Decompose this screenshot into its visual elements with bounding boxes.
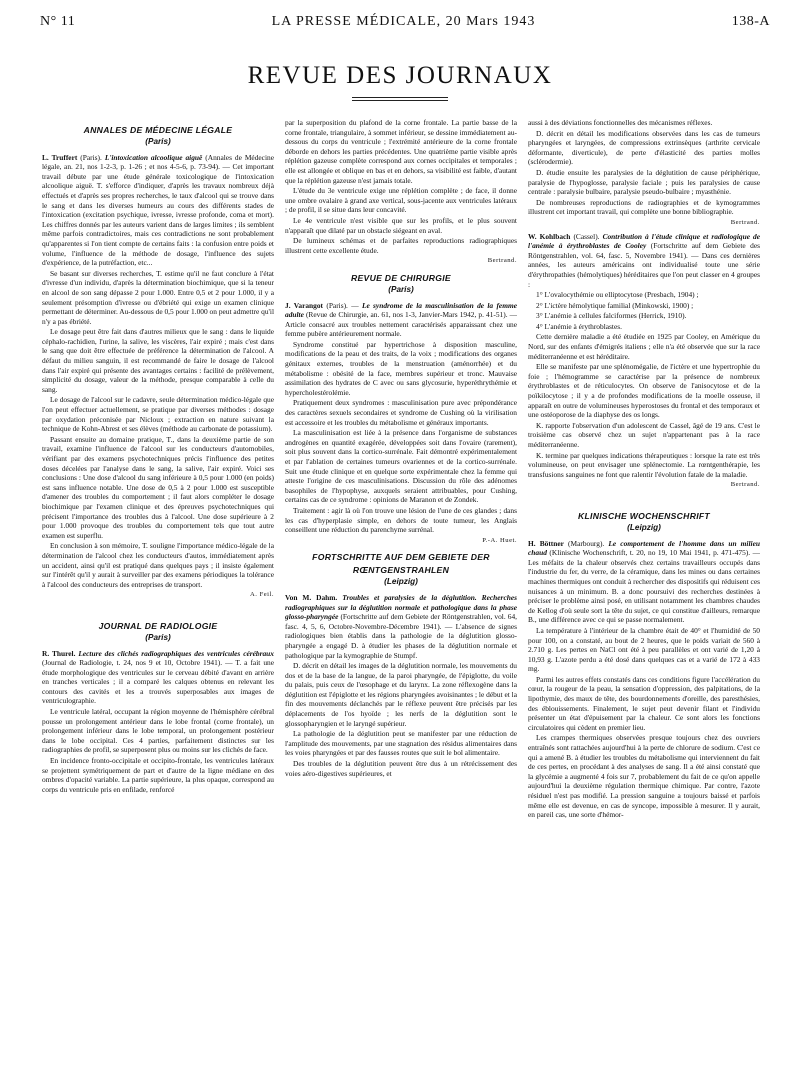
article-title: Lecture des clichés radiographiques des ventricules cérébraux — [75, 648, 274, 658]
article-paragraph: H. Böttner (Marbourg). Le comportement de l'homme dans un milieu chaud (Klinische Wochenschrift, t. 20, no 19, 10 Mai 1941, p. 471-475). — Les méfaits de la chaleur observés chez certains travailleurs occupés dans l'industrie du fer, du verre, de la céramique, dans les mines ou dans certaines machines thermiques ont conduit à rechercher des dispositifs qui réduisent ces nuisances à un minimum. B. a donc poursuivi des recherches destinées à préciser le problème ainsi posé, en utilisant notamment les chambres chaudes de Kellog d'où seule sort la tête du sujet, ce qui constitue d'ailleurs, remarque B., une différence avec ce qui se passe normalement. — [528, 538, 760, 625]
article-paragraph: La masculinisation est liée à la présence dans l'organisme de substances androgènes en quantité exagérée, développées soit dans l'ovaire (rarement), soit plus souvent dans la cortico-surrénale. Fait démontré expérimentalement et par l'ablation de certaines tumeurs ovariennes et de la cortico-surrénale. Suit une étude clinique et en quelque sorte expérimentale chez la femme qui atteste l'origine de ces masculinisations. Discussion du rôle des adénomes basophiles de l'hypophyse, auxquels seraient attribuables, pour Cushing, certains cas de ce syndrome : opinions de Maranon et de Zondek. — [285, 428, 517, 505]
article-title: L'intoxication alcoolique aiguë — [104, 152, 203, 162]
article-paragraph: Traitement : agir là où l'on trouve une lésion de l'une de ces glandes ; dans les cas d'hyperplasie simple, en dehors de toute tumeur, les Anglais conseillent une réduction du parenchyme surrénal. — [285, 505, 517, 535]
article-paragraph: K. rapporte l'observation d'un adolescent de Cassel, âgé de 19 ans. C'est le troisième cas observé chez un sujet n'appartenant pas à la race méditerranéenne. — [528, 420, 760, 449]
section-subtitle: (Paris) — [388, 284, 414, 294]
section-title: KLINISCHE WOCHENSCHRIFT — [578, 510, 710, 521]
article-signature: Bertrand. — [487, 257, 517, 265]
article-author: J. Varangot — [285, 300, 324, 310]
title-ornament — [352, 97, 448, 103]
article-paragraph: Cette dernière maladie a été étudiée en 1925 par Cooley, en Amérique du Nord, sur des enfants d'émigrés italiens ; elle n'a été observée que sur la race méditerranéenne et est héréditaire. — [528, 332, 760, 361]
article-author: H. Böttner — [528, 538, 564, 548]
list-item: 4° L'anémie à érythroblastes. — [536, 321, 622, 331]
article-paragraph: Le dosage de l'alcool sur le cadavre, seule détermination médico-légale que l'on peut effectuer actuellement, se pratique par diverses méthodes : dosage par oxydation préconisée par Nicloux ; extraction en nature suivant la technique de Kohn-Abrest et ses élèves (méthode au carbonate de potassium). — [42, 395, 274, 434]
article-paragraph: L'étude du 3e ventricule exige une réplétion complète ; de face, il donne une ombre ovalaire à grand axe vertical, sous-jacente aux ventricules latéraux ; de profil, il se situe dans leur concavité. — [285, 186, 517, 215]
article-paragraph: Se basant sur diverses recherches, T. estime qu'il ne faut conclure à l'état d'ivresse d'un individu, d'après la détermination biochimique, que si la teneur en alcool de son sang dépasse 2 pour 1.000. Entre 0,5 et 2 pour 1.000, il y a seulement présomption d'ivresse ou d'ébriété qui exige un examen clinique permettant de déterminer. Au-dessous de 0,5 pour 1.000 on peut admettre qu'il n'y a pas ébriété. — [42, 268, 274, 326]
article-paragraph: K. termine par quelques indications thérapeutiques : lorsque la rate est très volumineuse, on peut envisager une splénectomie. La rœntgenthérapie, les transfusions sanguines ne font que ralentir l'évolution fatale de la maladie. — [528, 450, 760, 479]
article-paragraph: Les crampes thermiques observées presque toujours chez des ouvriers entraînés sont rattachées aujourd'hui à la perte de chlorure de sodium. C'est ce qui a amené B. à étudier les troubles du métabolisme qui interviennent du fait de ces pertes, en procédant à des analyses de sang. Il a été ainsi constaté que la glycémie a augmenté 4 fois sur 7, probablement du fait de ce qu'on appelle aujourd'hui la deuxième régulation thermique chimique. Par contre, l'azote résiduel n'est pas modifié. La pression sanguine a toujours baissé et parfois même elle est devenue, en cas de syncope, impossible à mesurer. Il y aurait, en pareil cas, une sorte d'hémor- — [528, 733, 760, 820]
list-item: 2° L'ictère hémolytique familial (Minkowski, 1900) ; — [536, 300, 694, 310]
article-signature: A. Feil. — [250, 591, 274, 599]
article-paragraph: De nombreuses reproductions de radiographies et de kymogrammes illustrent cet important travail, qui complète une bonne bibliographie. — [528, 197, 760, 217]
column-1 — [42, 118, 274, 1068]
section-subtitle: (Paris) — [145, 137, 171, 146]
article-paragraph: Pratiquement deux syndromes : masculinisation pure avec prépondérance des caractères sexuels secondaires et syndrome de Cushing où la virilisation est accessoire et les troubles du métabolisme et généraux importants. — [285, 398, 517, 427]
page-header — [40, 14, 770, 38]
section-title: FORTSCHRITTE AUF DEM GEBIETE DER RŒNTGENSTRAHLEN — [312, 552, 490, 576]
article-title: Contribution à l'étude clinique et radiologique de l'anémie à érythroblastes de Cooley — [528, 231, 760, 251]
article-paragraph: L. Truffert (Paris). L'intoxication alcoolique aiguë (Annales de Médecine légale, an. 21, nos 1-2-3, p. 1-26 ; et nos 4-5-6, p. 73-94). — Cet important travail débute par une étude générale toxicologique de l'intoxication alcoolique aiguë. T. s'efforce d'indiquer, d'après les travaux nombreux déjà effectués et d'après ses propres recherches, le taux d'alcool qui se trouve dans le sang et dans les diverses humeurs au cours des différents stades de l'intoxication (excitation psychique, ivresse, ivresse profonde, coma et mort). Les chiffres donnés par les auteurs varient dans de larges limites ; ils semblent même parfois contradictoires, mais ces contradictions ne sont probablement qu'apparentes si l'on tient compte de certains faits : la confusion entre poids et volume, l'influence de la méthode de dosage, l'influence des sujets d'expérience, de la putréfaction, etc... — [42, 152, 274, 268]
article-paragraph: Parmi les autres effets constatés dans ces conditions figure l'accélération du cœur, la rougeur de la peau, la sensation d'oppression, des palpitations, de la lipothymie, des maux de tête, des bourdonnements d'oreille, des paresthésies, des éblouissements. Finalement, le sujet peut devenir filant et l'individu présenter un état d'épuisement par la chaleur. Ce sont alors les fonctions circulatoires qui cèdent en premier lieu. — [528, 674, 760, 732]
list-item: 1° L'ovalocythémie ou elliptocytose (Presbach, 1904) ; — [536, 290, 699, 300]
article-paragraph: D. décrit en détail les images de la déglutition normale, les mouvements du dos et de la base de la langue, de la paroi pharyngée, de l'épiglotte, du voile du palais, puis ceux de l'œsophage et du larynx. La zone réflexogène dans la déglutition est l'épiglotte et les régions pharyngées avoisinantes ; le début et la fin des mouvements déclanchés par le réflexe peuvent être précisés par les déplacements de l'os hyoïde ; les nerfs de la déglutition sont le glossopharyngien et le laryngé supérieur. — [285, 661, 517, 728]
article-paragraph: De lumineux schémas et de parfaites reproductions radiographiques illustrent cette excellente étude. — [285, 236, 517, 255]
page-number: 138-A — [731, 14, 770, 29]
article-paragraph: D. étudie ensuite les paralysies de la déglutition de cause périphérique, paralysie de l'hypoglosse, paralysie faciale ; puis les paralysies de cause centrale : paralysie bulbaire, paralysie pseudo-bulbaire ; myasthénie. — [528, 167, 760, 197]
article-paragraph: D. décrit en détail les modifications observées dans les cas de tumeurs pharyngées et laryngées, de compressions extrinsèques (arthrite cervicale déformante, diverticule), de perte d'élasticité des parties molles (sclérodermie). — [528, 128, 760, 167]
article-paragraph: La pathologie de la déglutition peut se manifester par une réduction de l'amplitude des mouvements, par une stagnation des résidus alimentaires dans les voies pharyngées et par des fausses routes que suit le bol alimentaire. — [285, 729, 517, 758]
article-author: R. Thurel. — [42, 648, 76, 658]
section-title: JOURNAL DE RADIOLOGIE — [98, 620, 218, 631]
article-paragraph: En incidence fronto-occipitale et occipito-frontale, les ventricules latéraux se projettent symétriquement de part et d'autre de la ligne médiane en des ombres d'opacité variable. La partie supérieure, la plus opaque, correspond au corps du ventricule pris en enfilade, renforcé — [42, 756, 274, 794]
article-paragraph: par la superposition du plafond de la corne frontale. La partie basse de la corne frontale, triangulaire, à sommet inférieur, se dessine immédiatement au-dessous du corps du ventricule ; l'extrémité antérieure de la corne frontale déborde en dehors les parties précédentes. Une quatrième partie visible après réplétion gazeuse complète correspond aux cornes occipitales et temporales ; elle est allongée et oblique en bas et en dehors, sa visibilité est faible, d'autant que la réplétion gazeuse n'est jamais totale. — [285, 118, 517, 185]
article-paragraph: Passant ensuite au domaine pratique, T., dans la deuxième partie de son travail, examine l'influence de l'alcool sur les conducteurs d'automobiles, vérifiant par des examens psychotechniques précis l'influence des petites doses décelées par l'analyse dans le sang, la salive, l'air expiré. Voici ses conclusions : Une dose d'alcool du sang inférieure à 0,5 pour 1.000 (en poids) est sans influence notable. Une dose de 0,5 à 2 pour 1.000 est susceptible d'amener des troubles du comportement ; il faut alors compléter le dosage biochimique par l'examen clinique et des épreuves psychotechniques qui précisent l'importance des troubles dus à l'alcool. Une dose supérieure à 2 pour 1.000 provoque des troubles du comportement tels que tout autre examen est superflu. — [42, 434, 274, 540]
article-paragraph: En conclusion à son mémoire, T. souligne l'importance médico-légale de la détermination de l'alcool chez les conducteurs d'autos, immédiatement après un accident, ainsi qu'il est pratiqué dans quelques pays ; il insiste également sur l'intérêt qu'il y aurait à surveiller par des examens périodiques la tolérance à l'alcool des conducteurs des entreprises de transport. — [42, 541, 274, 589]
article-title: Le syndrome de la masculinisation de la femme adulte — [285, 300, 517, 320]
issue-number: N° 11 — [40, 14, 76, 29]
article-paragraph: R. Thurel. Lecture des clichés radiographiques des ventricules cérébraux (Journal de Radiologie, t. 24, nos 9 et 10, Octobre 1941). — T. a fait une étude morphologique des ventricules sur le cerveau débité d'avant en arrière en tranches verticales ; il a comparé les calques obtenus en relevant les contours des cavités et les a trouvés superposables aux images de ventriculographie. — [42, 648, 274, 706]
article-paragraph: Le dosage peut être fait dans d'autres milieux que le sang : dans le liquide céphalo-rachidien, l'urine, la salive, les viscères, l'air expiré ; mais c'est dans le sang que doit être effectuée de préférence la détermination de l'alcool. A défaut du milieu sanguin, il est recommandé de faire le dosage de l'alcool dans l'air expiré qui présente des avantages certains : facilité de prélèvement, simplicité du dosage, valeur de la méthode, presque comparable à celle du sang. — [42, 327, 274, 394]
article-paragraph: Elle se manifeste par une splénomégalie, de l'ictère et une hypertrophie du foie ; l'hémogramme se caractérise par la présence de nombreux érythroblastes et de réticulocytes. On observe de l'anisocytose et de la poïkilocytose ; il y a de profondes modifications de la moelle osseuse, il apparaît en outre de volumineuses hyperostoses du frontal et des temporaux et une ostéoporose de la diaphyse des os longs. — [528, 362, 760, 420]
section-subtitle: (Leipzig) — [627, 522, 661, 532]
list-item: 3° L'anémie à cellules falciformes (Herrick, 1910). — [536, 311, 687, 321]
article-paragraph: Des troubles de la déglutition peuvent être dus à un rétrécissement des voies aéro-digestives supérieures, et — [285, 759, 517, 778]
section-title: REVUE DE CHIRURGIE — [351, 272, 451, 283]
column-2 — [285, 118, 517, 1068]
article-title: Le comportement de l'homme dans un milieu chaud — [528, 538, 760, 558]
article-author: L. Truffert — [42, 152, 78, 162]
article-paragraph: Le 4e ventricule n'est visible que sur les profils, et le plus souvent n'apparaît que dilaté par un obstacle siégeant en aval. — [285, 215, 517, 235]
article-title: Troubles et paralysies de la déglutition. Recherches radiographiques sur la déglutition normale et pathologique dans la phase glosso-pharyngée — [285, 592, 517, 622]
article-author: Von M. Dahm. — [285, 592, 338, 602]
column-3 — [528, 118, 760, 1068]
article-paragraph: aussi à des déviations fonctionnelles des mécanismes réflexes. — [528, 118, 713, 127]
article-paragraph: La température à l'intérieur de la chambre était de 40° et l'humidité de 50 pour 100, on a constaté, au bout de 2 heures, que le poids variait de 560 à 2.710 g. Les pertes en NaCl ont été à peu parallèles et ont varié de 1,20 à 10,93 g. L'azote perdu a été dosé dans quelques cas et a varié de 172 à 433 mg. — [528, 625, 760, 674]
article-signature: Bertrand. — [730, 218, 760, 226]
page-title: REVUE DES JOURNAUX — [247, 62, 553, 89]
section-title: ANNALES DE MÉDECINE LÉGALE — [83, 125, 233, 135]
section-subtitle: (Leipzig) — [384, 577, 418, 587]
article-paragraph: Von M. Dahm. Troubles et paralysies de la déglutition. Recherches radiographiques sur la déglutition normale et pathologique dans la phase glosso-pharyngée (Fortschritte auf dem Gebiete der Röntgenstrahlen, vol. 64, fasc. 4, 5, 6, Octobre-Novembre-Décembre 1941). — L'absence de signes radiologiques bien établis dans la pathologie de la déglutition glosso-pharyngée a engagé D. à étudier les phases de la déglutition normale et pathologique par la kymographie de Stumpf. — [285, 592, 517, 660]
article-signature: P.-A. Huet. — [482, 536, 517, 544]
article-paragraph: J. Varangot (Paris). — Le syndrome de la masculinisation de la femme adulte (Revue de Chirurgie, an. 61, nos 1-3, Janvier-Mars 1942, p. 41-51). — Article consacré aux troubles nettement caractérisés apparaissant chez une femme pubère antérieurement normale. — [285, 300, 517, 339]
article-author: W. Kohlbach — [528, 231, 571, 241]
section-subtitle: (Paris) — [145, 632, 171, 642]
article-paragraph: Le ventricule latéral, occupant la région moyenne de l'hémisphère cérébral pousse un prolongement antérieur dans le lobe frontal (corne frontale), un prolongement inférieur dans le lobe temporal, un prolongement postérieur dans le lobe occipital. Ces 4 parties, parfaitement distinctes sur les radiographies de profil, se superposent plus ou moins sur les clichés de face. — [42, 707, 274, 755]
article-paragraph: Syndrome constitué par hypertrichose à disposition masculine, modifications de la peau et des traits, de la voix ; modifications des organes génitaux externes, troubles de la menstruation (aménorrhée) et du métabolisme : obésité de la face, membres supérieur et tronc. Mauvaise assimilation des hydrates de C avec ou sans glycosurie, hyperéthrythémie et hypercholestérolémie. — [285, 339, 517, 397]
publication-line: LA PRESSE MÉDICALE, 20 Mars 1943 — [271, 14, 536, 29]
article-signature: Bertrand. — [730, 481, 760, 489]
article-paragraph: W. Kohlbach (Cassel). Contribution à l'étude clinique et radiologique de l'anémie à érythroblastes de Cooley (Fortschritte auf dem Gebiete des Röntgenstrahlen, vol. 64, fasc. 5, Novembre 1941). — Dans ces dernières années, les auteurs américains ont individualisé toute une série d'érythropathies (hémolytiques) héréditaires que l'on peut classer en 4 groupes : — [528, 231, 760, 289]
